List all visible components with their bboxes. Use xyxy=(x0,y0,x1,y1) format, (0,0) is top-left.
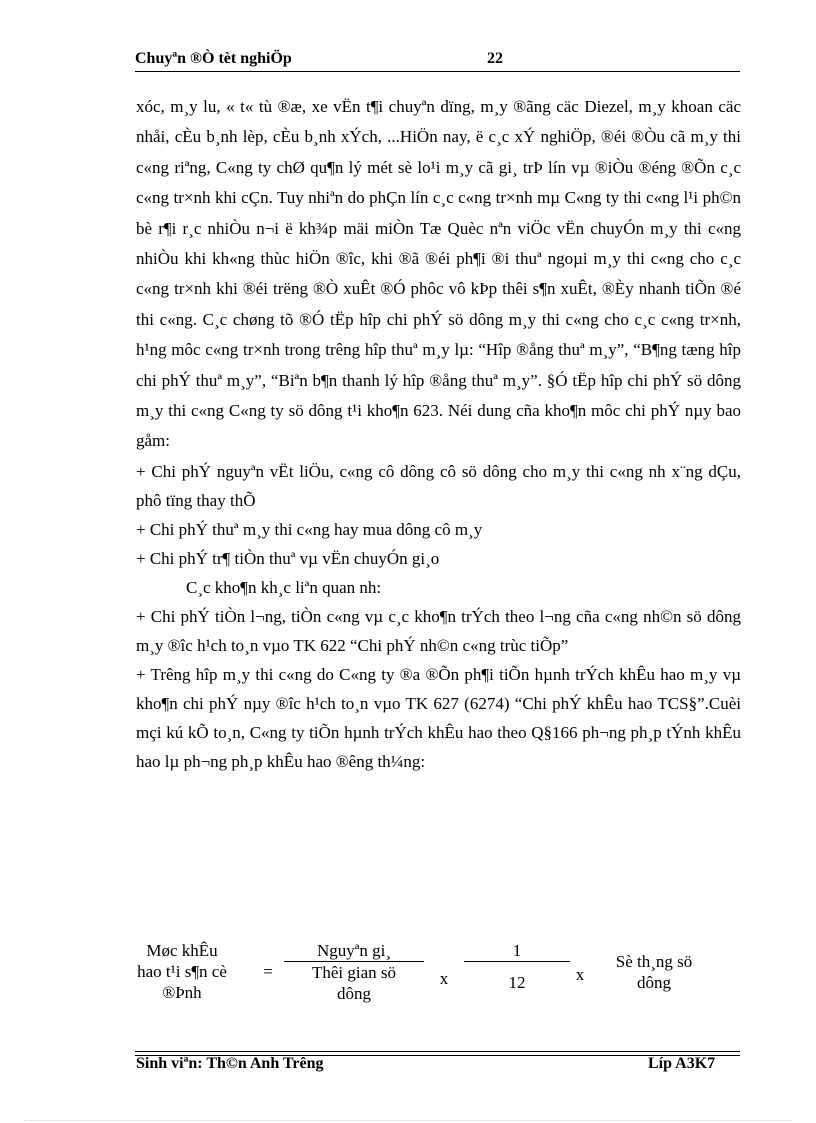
multiply-sign: x xyxy=(575,965,585,984)
fraction2-numerator: 1 xyxy=(512,941,522,960)
page-number: 22 xyxy=(487,50,503,67)
other-items-heading: C¸c kho¶n kh¸c liªn quan nh: xyxy=(186,577,382,597)
fraction2-bar xyxy=(464,961,570,962)
fraction-denominator-line: Thêi gian sö xyxy=(311,963,397,982)
page-header xyxy=(135,50,740,72)
formula-lhs-line: ®Þnh xyxy=(162,983,202,1002)
footer-rule xyxy=(135,1051,740,1052)
depreciation-formula xyxy=(134,940,744,1010)
list-item-materials: + Chi phÝ nguyªn vËt liÖu, c«ng cô dông cô sö dông cho m¸y thi c«ng nh x¨ng dÇu, phô tïng thay thÕ xyxy=(136,461,741,510)
fraction2-denominator: 12 xyxy=(508,973,526,992)
formula-rhs-line: dông xyxy=(637,973,671,992)
class-code: Líp A3K7 xyxy=(648,1055,716,1072)
student-name: Sinh viªn: Th©n Anh Trêng xyxy=(136,1055,324,1072)
formula-rhs xyxy=(599,951,709,993)
formula-lhs-line: hao t¹i s¶n cè xyxy=(137,962,227,981)
fraction-numerator: Nguyªn gi¸ xyxy=(316,941,392,960)
body-text xyxy=(136,92,741,776)
formula-lhs-line: Møc khÊu xyxy=(146,941,218,960)
equals-sign: = xyxy=(263,962,273,981)
fraction-denominator-line: dông xyxy=(337,984,371,1003)
list-item-wages: + Chi phÝ tiÒn l¬ng, tiÒn c«ng vµ c¸c kho¶n trÝch theo l¬ng cña c«ng nh©n sö dông m¸y ®îc h¹ch to¸n vµo TK 622 “Chi phÝ nh©n c«ng trùc tiÕp” xyxy=(136,606,741,655)
formula-lhs xyxy=(134,940,230,1003)
page-edge xyxy=(24,1120,792,1121)
header-rule xyxy=(135,71,740,72)
list-item-rental: + Chi phÝ thuª m¸y thi c«ng hay mua dông cô m¸y xyxy=(136,519,483,539)
multiply-sign: x xyxy=(439,969,449,988)
fraction-denominator xyxy=(284,962,424,1004)
formula-rhs-line: Sè th¸ng sö xyxy=(615,952,693,971)
list-item-transport: + Chi phÝ tr¶ tiÒn thuª vµ vËn chuyÓn gi¸o xyxy=(136,548,440,568)
paragraph-machinery: xóc, m¸y lu, « t« tù ®æ, xe vËn t¶i chuyªn dïng, m¸y ®ãng cäc Diezel, m¸y khoan cäc nhåi, cÈu b¸nh lèp, cÈu b¸nh xÝch, ...HiÖn nay, ë c¸c xÝ nghiÖp, ®éi ®Òu cã m¸y thi c«ng riªng, C«ng ty chØ qu¶n lý mét sè lo¹i m¸y cã gi¸ trÞ lín vµ ®iÒu ®éng ®Õn c¸c c«ng tr×nh khi cÇn. Tuy nhiªn do phÇn lín c¸c c«ng tr×nh mµ C«ng ty thi c«ng l¹i ph©n bè r¶i r¸c nhiÒu n¬i ë kh¾p mäi miÒn Tæ Quèc nªn viÖc vËn chuyÓn m¸y thi c«ng nhiÒu khi kh«ng thùc hiÖn ®îc, khi ®ã ®éi ph¶i ®i thuª ngoµi m¸y thi c«ng cho c¸c c«ng tr×nh khi ®éi trëng ®Ò xuÊt ®Ó phôc vô kÞp thêi s¶n xuÊt, ®Èy nhanh tiÕn ®é thi c«ng. C¸c chøng tõ ®Ó tËp hîp chi phÝ sö dông m¸y thi c«ng cho c¸c c«ng tr×nh, h¹ng môc c«ng tr×nh trong trêng hîp thuª m¸y lµ: “Hîp ®ång thuª m¸y”, “B¶ng tæng hîp chi phÝ thuª m¸y”, “Biªn b¶n thanh lý hîp ®ång thuª m¸y”. §Ó tËp hîp chi phÝ sö dông m¸y thi c«ng C«ng ty sö dông t¹i kho¶n 623. Néi dung cña kho¶n môc chi phÝ nµy bao gåm: xyxy=(136,97,741,451)
list-item-depreciation: + Trêng hîp m¸y thi c«ng do C«ng ty ®a ®Õn ph¶i tiÕn hµnh trÝch khÊu hao m¸y vµ kho¶n chi phÝ nµy ®îc h¹ch to¸n vµo TK 627 (6274) “Chi phÝ khÊu hao TCS§”.Cuèi mçi kú kÕ to¸n, C«ng ty tiÕn hµnh trÝch khÊu hao theo Q§166 ph¬ng ph¸p tÝnh khÊu hao lµ ph¬ng ph¸p khÊu hao ®êng th¼ng: xyxy=(136,664,741,771)
document-title: Chuyªn ®Ò tèt nghiÖp xyxy=(135,50,292,67)
